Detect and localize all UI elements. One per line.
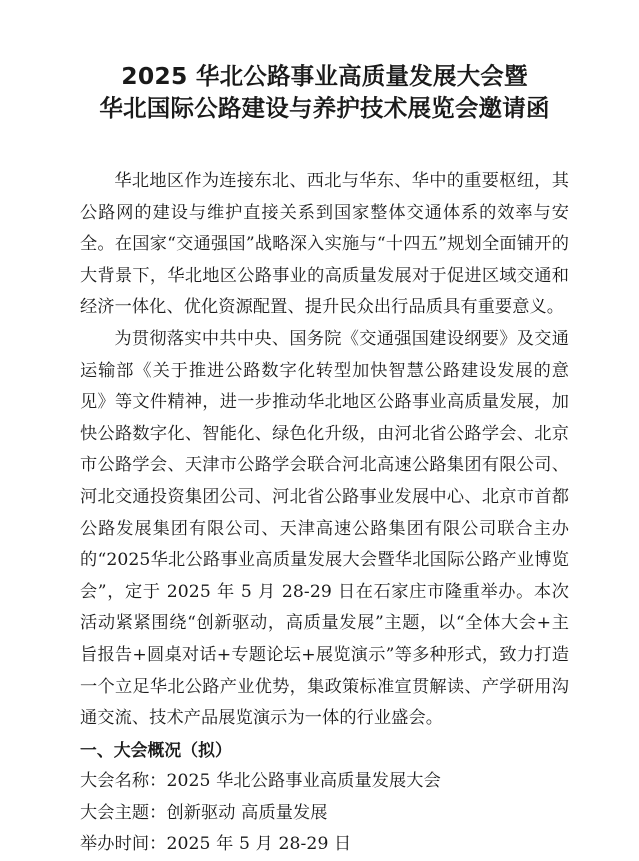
paragraph-intro: 华北地区作为连接东北、西北与华东、华中的重要枢纽，其公路网的建设与维护直接关系到国家整体交通体系的效率与安全。在国家“交通强国”战略深入实施与“十四五”规划全面铺开的大背景下，华北地区公路事业的高质量发展对于促进区域交通和经济一体化、优化资源配置、提升民众出行品质具有重要意义。 bbox=[80, 171, 569, 318]
document-body bbox=[80, 166, 569, 861]
title-line-2: 华北国际公路建设与养护技术展览会邀请函 bbox=[99, 94, 550, 122]
document-title bbox=[80, 62, 569, 123]
section-heading-overview: 一、大会概况（拟） bbox=[80, 739, 232, 760]
title-line-1: 2025 华北公路事业高质量发展大会暨 bbox=[121, 62, 528, 90]
info-line-name: 大会名称：2025 华北公路事业高质量发展大会 bbox=[80, 771, 441, 792]
info-line-theme: 大会主题：创新驱动 高质量发展 bbox=[80, 802, 328, 823]
info-line-time: 举办时间：2025 年 5 月 28-29 日 bbox=[80, 834, 352, 855]
paragraph-purpose: 为贯彻落实中共中央、国务院《交通强国建设纲要》及交通运输部《关于推进公路数字化转型加快智慧公路建设发展的意见》等文件精神，进一步推动华北地区公路事业高质量发展，加快公路数字化、智能化、绿色化升级，由河北省公路学会、北京市公路学会、天津市公路学会联合河北高速公路集团有限公司、河北交通投资集团公司、河北省公路事业发展中心、北京市首都公路发展集团有限公司、天津高速公路集团有限公司联合主办的“2025华北公路事业高质量发展大会暨华北国际公路产业博览会”，定于 2025 年 5 月 28-29 日在石家庄市隆重举办。本次活动紧紧围绕“创新驱动，高质量发展”主题，以“全体大会+主旨报告+圆桌对话+专题论坛+展览演示”等多种形式，致力打造一个立足华北公路产业优势，集政策标准宣贯解读、产学研用沟通交流、技术产品展览演示为一体的行业盛会。 bbox=[80, 328, 569, 729]
